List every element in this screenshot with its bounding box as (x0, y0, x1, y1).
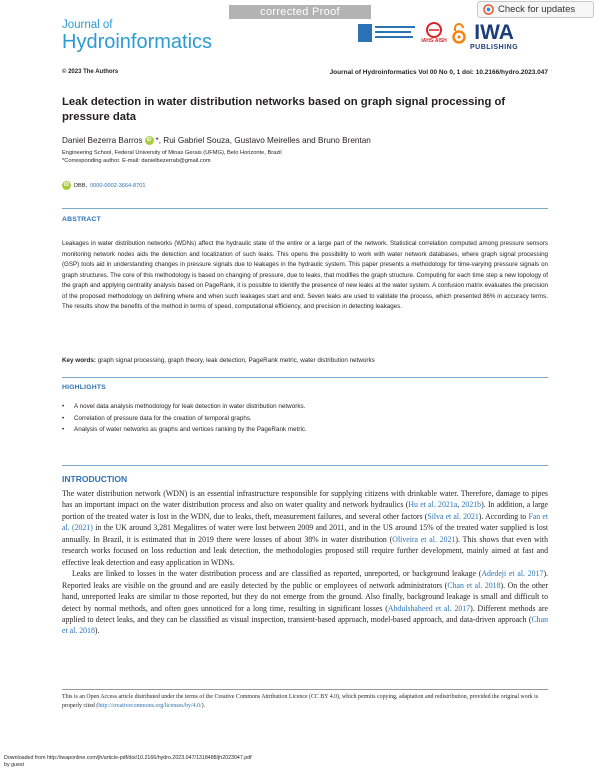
iwa-emblem-icon (358, 22, 416, 52)
copyright: © 2023 The Authors (62, 69, 119, 75)
orcid-line (62, 181, 145, 190)
divider (62, 377, 548, 378)
other-authors: *, Rui Gabriel Souza, Gustavo Meirelles and Bruno Brentan (155, 136, 371, 145)
abstract-text: Leakages in water distribution networks (WDNs) affect the hydraulic state of the entire or a large part of the network. Statistical correlation computed among pressure sensors monitoring network nodes aids the detection and localization of such leaks. This opens the possibility to work with water network databases, where graph signal processing (GSP) tools aid in understanding changes in pressure signals due to leakages in the hydraulic system. This paper presents a methodology for time-varying pressure signals on graph structures. The core of this methodology is based on changing of pressure, due to leaks, that modifies the graph structure. Computing for each time step a new topology of the graph and applying centrality analysis based on PageRank, it is possible to identify the presence of new leaks at the water system. A confusion matrix evaluates the precision of the proposed methodology on defining where and when such leakages start and end. Seven leaks are used to validate the process, which presented 86% in accuracy terms. The results show the benefits of the method in terms of speed, computational efficiency, and precision in detecting leakages. (62, 240, 548, 310)
download-notice (4, 755, 252, 768)
bullet-icon: • (62, 426, 65, 433)
bullet-icon: • (62, 414, 65, 422)
list-item (62, 401, 548, 413)
corrected-proof-banner: corrected Proof (229, 5, 371, 19)
keywords-label: Key words: (62, 357, 96, 364)
download-user: by guest (4, 761, 25, 768)
bullet-icon: • (62, 403, 65, 410)
introduction-body (62, 488, 548, 637)
orcid-icon: iD (64, 182, 69, 188)
iahs-globe-icon (426, 22, 442, 38)
journal-name-line2: Hydroinformatics (62, 31, 213, 53)
orcid-icon[interactable]: iD (146, 137, 152, 143)
citation-link[interactable]: Abdulshaheed et al. 2017 (387, 603, 471, 613)
iahs-logo: IAHS·AISH (420, 22, 448, 44)
author-list (62, 136, 371, 145)
list-item (62, 413, 548, 425)
article-title: Leak detection in water distribution networks based on graph signal processing of pressure data (62, 96, 506, 123)
publisher-logos (358, 22, 518, 60)
affiliation-line: Engineering School, Federal University of Minas Gerais (UFMG), Belo Horizonte, Brazil (62, 150, 282, 156)
citation-link[interactable]: Chan et al. 2018 (62, 614, 548, 636)
iahs-label: IAHS (421, 38, 434, 44)
keywords (62, 357, 548, 364)
orcid-label: DBB, (74, 182, 88, 189)
citation-link[interactable]: Fan et al. (2021) (62, 511, 548, 533)
aish-label: AISH (434, 38, 447, 44)
divider (62, 689, 548, 690)
paragraph: The water distribution network (WDN) is an essential infrastructure responsible for supplying citizens with drinkable water. Therefore, damage to pipes has an important impact on the water distribution process and also on water quality and network hydraulics (Hu et al. 2021a, 2021b). In addition, a large portion of the treated water is lost in the WDN, due to leaks, theft, measurement failures, and several other factors (Silva et al. 2021). According to Fan et al. (2021) in the UK around 3,281 Megalitres of water were lost between 2009 and 2011, and in the US around 15% of the treated water supplied is lost annually. In Brazil, it is estimated that in 2019 there were losses of about 38% in water distribution (Oliveira et al. 2021). This shows that even with research works focused on loss reduction and leak detection, the methodologies proposed still require further development, mainly aimed at fast and effective leak detection and easy application in WDNs. (62, 489, 549, 567)
affiliation (62, 149, 282, 165)
paragraph: Leaks are linked to losses in the water distribution process and are classified as reported, unreported, or background leakage (Adedeji et al. 2017). Reported leaks are visible on the ground and are easily detected by the public or employees of network administrators (Chan et al. 2018). On the other hand, unreported leaks are similar to those reported, but they do not emerge from the ground. Also finally, background leakage is small and difficult to detect by normal methods, and often goes unnoticed for a long time, resulting in significant losses (Abdulshaheed et al. 2017). Different methods are applied to detect leaks, and they can be classified as visual inspection, transient-based approach, model-based approach, and data-driven approach (Chan et al. 2018). (62, 569, 549, 636)
highlight-text: Analysis of water networks as graphs and vertices ranking by the PageRank metric. (74, 426, 307, 433)
citation-link[interactable]: Chan et al. 2018 (447, 580, 501, 590)
iwa-publishing-logo (470, 22, 518, 51)
list-item (62, 424, 548, 436)
check-updates-icon (483, 4, 494, 15)
orcid-id-link[interactable]: 0000-0002-3664-8701 (90, 182, 146, 189)
citation-link[interactable]: 2021b (461, 500, 482, 510)
check-updates-label: Check for updates (498, 4, 576, 15)
first-author: Daniel Bezerra Barros (62, 136, 143, 145)
journal-name-line1: Journal of (62, 19, 113, 31)
introduction-heading: INTRODUCTION (62, 474, 128, 484)
citation-link[interactable]: Hu et al. 2021a (408, 500, 458, 510)
license-footnote: This is an Open Access article distributed under the terms of the Creative Commons Attribution Licence (CC BY 4.0), which permits copying, adaptation and redistribution, provided the original work is properly cited (http://creativecommons.org/licenses/by/4.0/). (62, 694, 539, 710)
highlight-text: Correlation of pressure data for the creation of temporal graphs. (74, 414, 252, 422)
license-link[interactable]: http://creativecommons.org/licenses/by/4.0/ (98, 703, 202, 710)
keywords-text: graph signal processing, graph theory, leak detection, PageRank metric, water distribution networks (97, 357, 375, 364)
iwa-label: IWA (474, 21, 514, 44)
highlight-text: A novel data analysis methodology for leak detection in water distribution networks. (74, 403, 306, 410)
highlights-list (62, 401, 548, 436)
citation-link[interactable]: Oliveira et al. 2021 (392, 534, 456, 544)
corresponding-author: *Corresponding author. E-mail: danielbezerrab@gmail.com (62, 158, 211, 164)
highlights-heading: HIGHLIGHTS (62, 384, 106, 391)
journal-citation: Journal of Hydroinformatics Vol 00 No 0, 1 doi: 10.2166/hydro.2023.047 (329, 69, 548, 76)
publishing-label: PUBLISHING (470, 44, 519, 51)
check-for-updates-button[interactable] (477, 1, 594, 18)
divider (62, 465, 548, 466)
divider (62, 208, 548, 209)
open-access-icon (452, 22, 466, 44)
citation-link[interactable]: Adedeji et al. 2017 (481, 569, 544, 579)
abstract-heading: ABSTRACT (62, 216, 101, 223)
citation-link[interactable]: Silva et al. 2021 (427, 511, 479, 521)
download-url: Downloaded from http://iwaponline.com/jh/article-pdf/doi/10.2166/hydro.2023.047/1318488/jh2023047.pdf (4, 755, 252, 761)
